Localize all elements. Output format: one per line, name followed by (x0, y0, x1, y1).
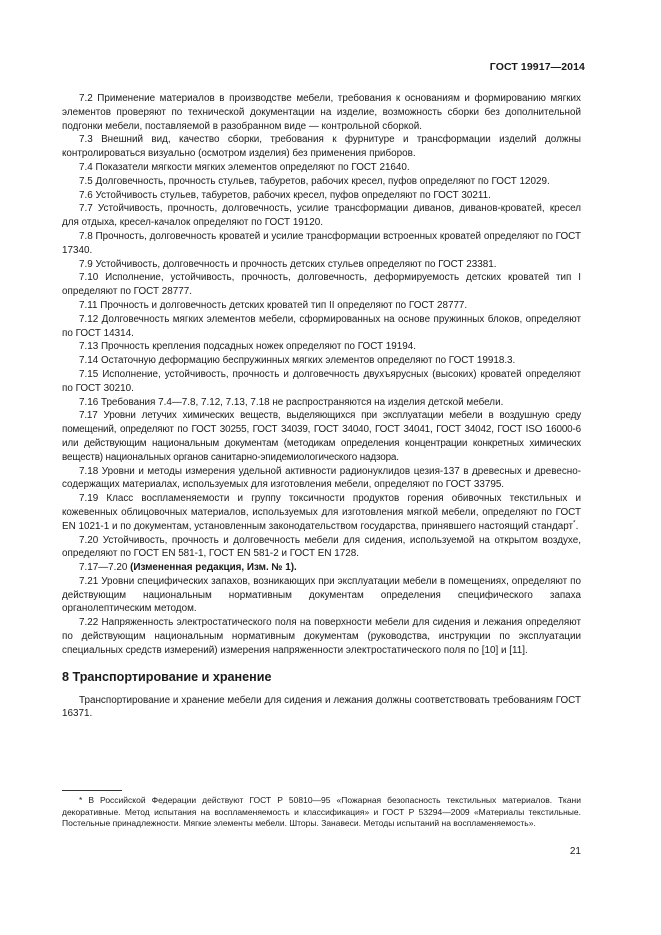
revision-note (62, 561, 581, 575)
paragraph-7-6: 7.6 Устойчивость стульев, табуретов, рабочих кресел, пуфов определяют по ГОСТ 30211. (79, 189, 491, 201)
paragraph-7-13: 7.13 Прочность крепления подсадных ножек определяют по ГОСТ 19194. (79, 341, 416, 353)
revision-range: 7.17—7.20 (79, 562, 128, 574)
document-body (62, 92, 581, 721)
paragraph-7-9: 7.9 Устойчивость, долговечность и прочность детских стульев определяют по ГОСТ 23381. (79, 258, 497, 270)
paragraph-7-11: 7.11 Прочность и долговечность детских кроватей тип II определяют по ГОСТ 28777. (79, 299, 468, 311)
paragraph-7-5: 7.5 Долговечность, прочность стульев, табуретов, рабочих кресел, пуфов определяют по ГОСТ 12029. (79, 175, 550, 187)
paragraph-7-19-text: 7.19 Класс воспламеняемости и группу токсичности продуктов горения обивочных текстильных и кожевенных облицовочных материалов, используемых для изготовления мягкой мебели, определяют по ГОСТ EN 1021-1 и по документам, установленным законодательством государства, принявшего настоящий стандарт (62, 493, 581, 532)
footnote-text: В Российской Федерации действуют ГОСТ Р 50810—95 «Пожарная безопасность текстильных материалов. Ткани декоративные. Метод испытания на воспламеняемость и классификация» и ГОСТ Р 53294—2009 «Материалы текстильные. Постельные принадлежности. Мягкие элементы мебели. Шторы. Занавеси. Методы испытаний на воспламеняемость». (62, 795, 581, 829)
paragraph-7-22: 7.22 Напряженность электростатического поля на поверхности мебели для сидения и лежания определяют по действующим национальным нормативным документам (руководства, инструкции по эксплуатации специальных средств измерений) измерения напряженности электростатического поля по [10] и [11]. (62, 617, 581, 656)
paragraph-7-12: 7.12 Долговечность мягких элементов мебели, сформированных на основе пружинных блоков, определяют по ГОСТ 14314. (62, 313, 581, 339)
page-number: 21 (569, 846, 581, 857)
paragraph-7-14: 7.14 Остаточную деформацию беспружинных мягких элементов определяют по ГОСТ 19918.3. (79, 355, 516, 367)
paragraph-7-19-end: . (575, 520, 579, 532)
section-8-title: 8 Транспортирование и хранение (62, 669, 272, 684)
section-8-heading (62, 669, 581, 685)
paragraph-7-10: 7.10 Исполнение, устойчивость, прочность, долговечность, деформируемость детских кроватей тип I определяют по ГОСТ 28777. (62, 272, 581, 298)
paragraph-7-2: 7.2 Применение материалов в производстве мебели, требования к основаниям и формированию мягких элементов проверяют по технической документации на изделие, возможность сборки без дополнительной подгонки мебели, поставляемой в разобранном виде — контрольной сборкой. (62, 93, 581, 132)
footnote (62, 795, 581, 830)
paragraph-7-19 (62, 492, 581, 533)
footnote-reference-mark[interactable]: * (573, 519, 576, 527)
paragraph-7-15: 7.15 Исполнение, устойчивость, прочность и долговечность двухъярусных (высоких) кроватей определяют по ГОСТ 30210. (62, 368, 581, 394)
paragraph-7-3: 7.3 Внешний вид, качество сборки, требования к фурнитуре и трансформации изделий должны контролироваться визуально (осмотром изделия) без применения приборов. (62, 134, 581, 160)
paragraph-7-16: 7.16 Требования 7.4—7.8, 7.12, 7.13, 7.18 не распространяются на изделия детской мебели. (79, 396, 504, 408)
paragraph-7-20: 7.20 Устойчивость, прочность и долговечность мебели для сидения, используемой на открытом воздухе, определяют по ГОСТ EN 581-1, ГОСТ EN 581-2 и ГОСТ EN 1728. (62, 534, 581, 560)
paragraph-7-4: 7.4 Показатели мягкости мягких элементов определяют по ГОСТ 21640. (79, 161, 410, 173)
paragraph-7-8: 7.8 Прочность, долговечность кроватей и усилие трансформации встроенных кроватей определяют по ГОСТ 17340. (62, 230, 581, 256)
paragraph-7-17: 7.17 Уровни летучих химических веществ, выделяющихся при эксплуатации мебели в воздушную среду помещений, определяют по ГОСТ 30255, ГОСТ 34039, ГОСТ 34040, ГОСТ 34041, ГОСТ 34042, ГОСТ ISO 16000-6 или действующим национальным документам (методикам определения концентрации конкретных химических веществ) национальных органов санитарно-эпидемиологического надзора. (62, 410, 581, 463)
revision-label: (Измененная редакция, Изм. № 1). (130, 562, 297, 574)
section-8-paragraph: Транспортирование и хранение мебели для сидения и лежания должны соответствовать требованиям ГОСТ 16371. (62, 694, 581, 720)
paragraph-7-21: 7.21 Уровни специфических запахов, возникающих при эксплуатации мебели в помещениях, определяют по действующим национальным нормативным документам определения специфического запаха органолептическим методом. (62, 575, 581, 615)
document-header-code: ГОСТ 19917—2014 (489, 61, 585, 73)
footnote-divider (62, 790, 122, 791)
paragraph-7-18: 7.18 Уровни и методы измерения удельной активности радионуклидов цезия-137 в древесных и древесно-содержащих материалах, используемых для изготовления мебели, определяют по ГОСТ 33795. (62, 465, 581, 491)
footnote-mark: * (79, 795, 83, 805)
paragraph-7-7: 7.7 Устойчивость, прочность, долговечность, усилие трансформации диванов, диванов-кроватей, кресел для отдыха, кресел-качалок определяют по ГОСТ 19120. (62, 203, 581, 229)
